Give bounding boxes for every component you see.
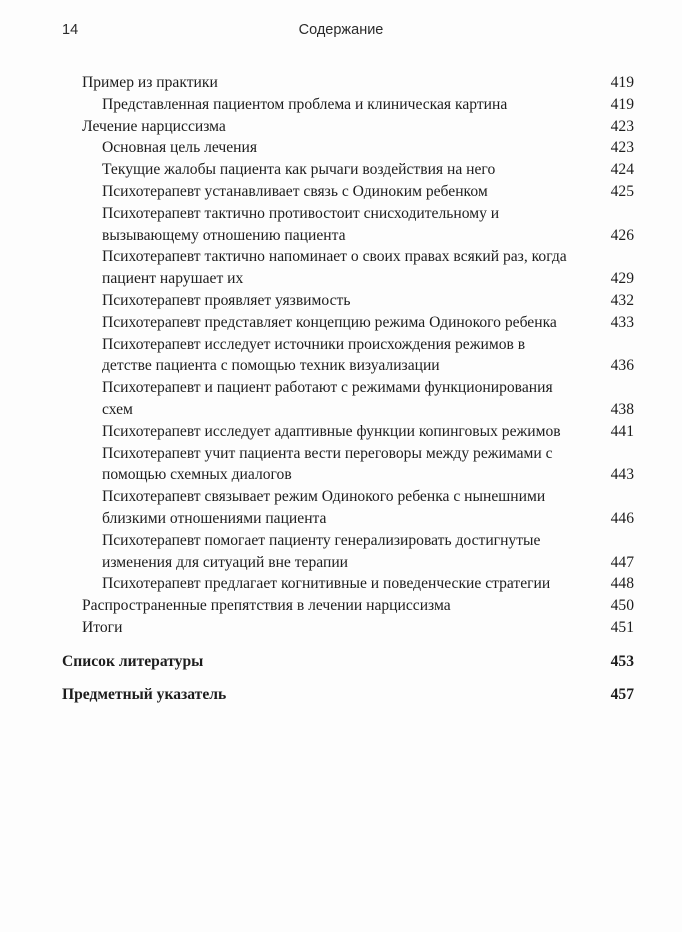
toc-entry [62,246,634,290]
toc-entry [62,334,634,378]
toc-entry [62,530,634,574]
toc-entry-page: 443 [610,466,634,484]
toc-entry-page: 448 [610,575,634,593]
toc-entry-page: 419 [610,74,634,91]
toc-chapter-entry [62,651,634,673]
toc-entry-title: Представленная пациентом проблема и клиническая картина [102,95,508,113]
toc-entry-title: Психотерапевт и пациент работают с режимами функционирования схем [102,379,553,418]
toc-entry [62,421,634,443]
toc-entry-page: 433 [610,313,634,331]
toc-entry-page: 450 [610,597,634,615]
page-number: 14 [62,22,79,38]
toc-entry-page: 424 [610,161,634,179]
toc-entry [62,573,634,595]
toc-entry [62,377,634,421]
toc-entry-page: 432 [610,291,634,309]
toc-entry-page: 436 [610,357,634,375]
toc-entry-title: Основная цель лечения [102,139,258,157]
toc-chapter-page: 453 [610,652,634,670]
toc-entry-title: Пример из практики [82,74,218,91]
toc-entry-title: Текущие жалобы пациента как рычаги воздействия на него [102,161,496,179]
toc-chapter-page: 457 [610,685,634,703]
toc-entry-title: Психотерапевт представляет концепцию режима Одинокого ребенка [102,313,557,331]
toc-entry-title: Психотерапевт связывает режим Одинокого ребенка с нынешними близкими отношениями пациента [102,488,546,527]
toc-entry-title: Лечение нарциссизма [82,117,226,135]
toc-entry-page: 423 [610,139,634,157]
toc-entry-page: 447 [610,553,634,571]
toc-entry [62,443,634,487]
toc-chapter-title: Список литературы [62,652,204,670]
toc-entry-page: 419 [610,95,634,113]
toc-entry-page: 426 [610,226,634,244]
toc-entry [62,116,634,138]
toc-entry-title: Психотерапевт исследует адаптивные функции копинговых режимов [102,422,561,440]
toc-entry-title: Распространенные препятствия в лечении нарциссизма [82,597,451,615]
toc-entry-page: 429 [610,270,634,288]
toc-entry-page: 441 [610,422,634,440]
toc-entry [62,617,634,639]
toc-entry-title: Психотерапевт предлагает когнитивные и поведенческие стратегии [102,575,551,593]
toc-entry [62,290,634,312]
toc-entry-title: Психотерапевт проявляет уязвимость [102,291,351,309]
toc-entry-title: Психотерапевт учит пациента вести переговоры между режимами с помощью схемных диалогов [102,444,553,484]
toc-entry-page: 446 [610,509,634,527]
toc-entry-title: Психотерапевт тактично напоминает о своих правах всякий раз, когда пациент нарушает их [102,248,567,288]
toc-entry-title: Итоги [82,618,123,636]
toc-entry [62,486,634,530]
toc-entry-page: 425 [610,182,634,200]
toc-entry [62,312,634,334]
toc-entry-title: Психотерапевт тактично противостоит снисходительному и вызывающему отношению пациента [102,204,500,244]
toc-entry-page: 438 [610,400,634,418]
toc-entry-page: 451 [610,618,634,636]
toc-entry [62,159,634,181]
table-of-contents [62,72,634,705]
toc-entry-title: Психотерапевт исследует источники происхождения режимов в детстве пациента с помощью техник визуализации [102,335,526,375]
toc-entry [62,595,634,617]
toc-entry [62,181,634,203]
toc-entry [62,94,634,116]
toc-entry-page: 423 [610,117,634,135]
toc-entry [62,137,634,159]
toc-entry-title: Психотерапевт помогает пациенту генерализировать достигнутые изменения для ситуаций вне терапии [102,531,541,571]
toc-chapter-entry [62,684,634,706]
toc-entry-title: Психотерапевт устанавливает связь с Одиноким ребенком [102,182,488,200]
running-head [0,18,682,42]
toc-chapter-title: Предметный указатель [62,685,227,703]
running-title: Содержание [298,22,384,38]
toc-entry [62,203,634,247]
toc-entry [62,72,634,94]
